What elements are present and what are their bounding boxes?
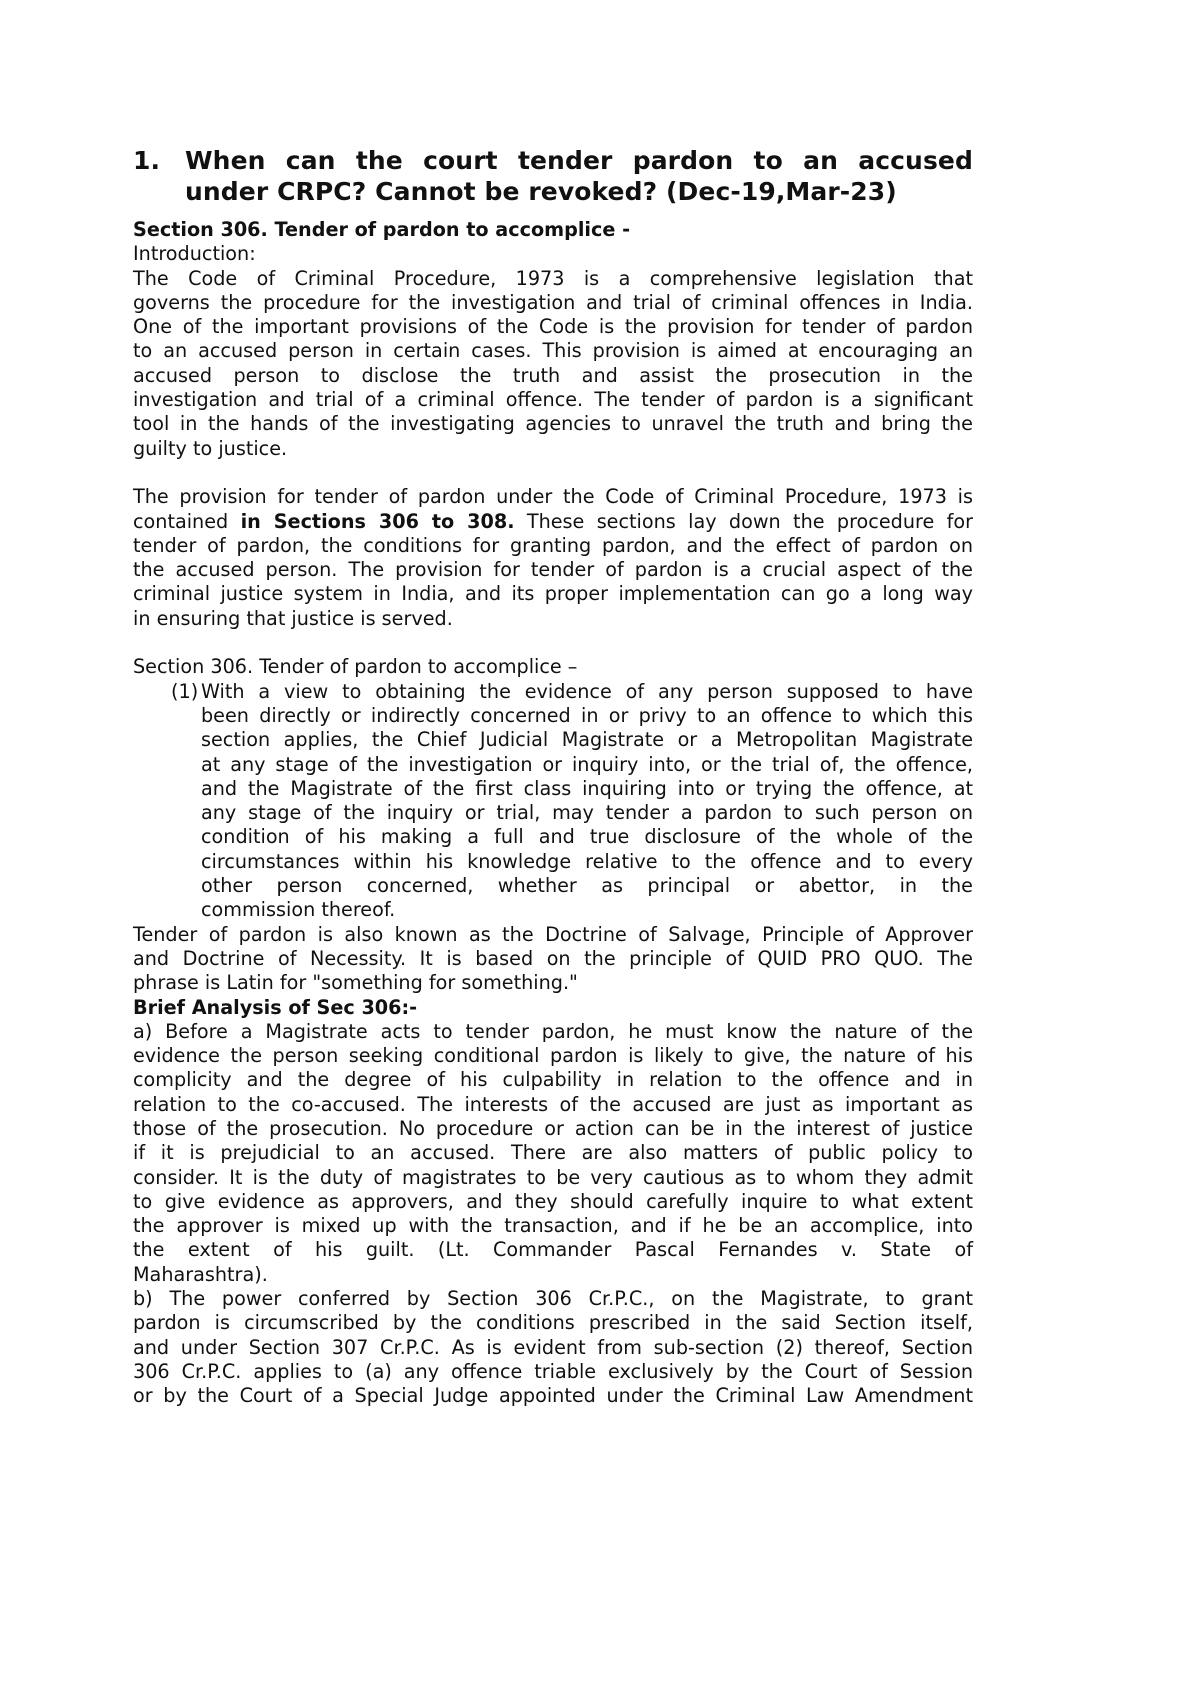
subsection-line: any stage of the inquiry or trial, may tender a pardon to such person on: [201, 801, 973, 825]
intro-line: The Code of Criminal Procedure, 1973 is a comprehensive legislation that: [133, 266, 973, 290]
section-heading: Section 306. Tender of pardon to accomplice -: [133, 218, 631, 241]
provision-line: criminal justice system in India, and its proper implementation can go a long way: [133, 582, 973, 606]
question-line-1: When can the court tender pardon to an accused: [185, 146, 973, 175]
subsection-line: commission thereof.: [201, 898, 396, 922]
paragraph-gap: [133, 461, 973, 485]
subsection-1: [133, 680, 973, 923]
analysis-line: a) Before a Magistrate acts to tender pardon, he must know the nature of the: [133, 1019, 973, 1043]
provision-paragraph: [133, 485, 973, 631]
analysis-line: b) The power conferred by Section 306 Cr.P.C., on the Magistrate, to grant: [133, 1287, 973, 1311]
analysis-line: relation to the co-accused. The interests of the accused are just as important as: [133, 1092, 973, 1116]
intro-line: tool in the hands of the investigating agencies to unravel the truth and bring the: [133, 412, 973, 436]
doctrine-line: phrase is Latin for "something for something.": [133, 971, 578, 995]
doctrine-line: and Doctrine of Necessity. It is based on the principle of QUID PRO QUO. The: [133, 946, 973, 970]
intro-line: One of the important provisions of the Code is the provision for tender of pardon: [133, 315, 973, 339]
analysis-point-a: [133, 1020, 973, 1287]
intro-paragraph: [133, 267, 973, 461]
analysis-heading: Brief Analysis of Sec 306:-: [133, 995, 418, 1019]
provision-text: contained: [133, 509, 241, 533]
subsection-line: With a view to obtaining the evidence of any person supposed to have: [201, 679, 973, 703]
provision-line: The provision for tender of pardon under the Code of Criminal Procedure, 1973 is: [133, 485, 973, 509]
intro-line: accused person to disclose the truth and assist the prosecution in the: [133, 363, 973, 387]
analysis-line: those of the prosecution. No procedure or action can be in the interest of justice: [133, 1116, 973, 1140]
document-body: [133, 218, 973, 1409]
question-line-2: under CRPC? Cannot be revoked? (Dec-19,Mar-23): [185, 177, 897, 206]
analysis-line: the approver is mixed up with the transaction, and if he be an accomplice, into: [133, 1214, 973, 1238]
analysis-line: the extent of his guilt. (Lt. Commander Pascal Fernandes v. State of: [133, 1238, 973, 1262]
analysis-line: and under Section 307 Cr.P.C. As is evident from sub-section (2) thereof, Section: [133, 1335, 973, 1359]
subsection-line: at any stage of the investigation or inquiry into, or the trial of, the offence,: [201, 752, 973, 776]
subsection-line: and the Magistrate of the first class inquiring into or trying the offence, at: [201, 776, 973, 800]
paragraph-gap: [133, 631, 973, 655]
doctrine-line: Tender of pardon is also known as the Doctrine of Salvage, Principle of Approver: [133, 922, 973, 946]
analysis-line: if it is prejudicial to an accused. There are also matters of public policy to: [133, 1141, 973, 1165]
intro-line: investigation and trial of a criminal offence. The tender of pardon is a significant: [133, 388, 973, 412]
analysis-line: Maharashtra).: [133, 1262, 268, 1286]
intro-line: guilty to justice.: [133, 436, 288, 460]
subsection-line: other person concerned, whether as principal or abettor, in the: [201, 874, 973, 898]
intro-line: governs the procedure for the investigation and trial of criminal offences in India.: [133, 290, 973, 314]
question-heading: [133, 145, 973, 207]
subsection-marker: (1): [171, 679, 199, 703]
doctrine-paragraph: [133, 923, 973, 996]
intro-label: Introduction:: [133, 242, 256, 266]
provision-line: the accused person. The provision for tender of pardon is a crucial aspect of the: [133, 558, 973, 582]
subsection-line: section applies, the Chief Judicial Magistrate or a Metropolitan Magistrate: [201, 728, 973, 752]
provision-line: in ensuring that justice is served.: [133, 606, 453, 630]
provision-line: [133, 510, 973, 534]
analysis-line: to give evidence as approvers, and they should carefully inquire to what extent: [133, 1189, 973, 1213]
subsection-line: been directly or indirectly concerned in or privy to an offence to which this: [201, 703, 973, 727]
provision-text: These sections lay down the procedure for: [514, 509, 973, 533]
sections-range-emphasis: in Sections 306 to 308.: [240, 509, 515, 533]
analysis-line: evidence the person seeking conditional pardon is likely to give, the nature of his: [133, 1044, 973, 1068]
subsection-line: condition of his making a full and true disclosure of the whole of the: [201, 825, 973, 849]
section-text-title: Section 306. Tender of pardon to accomplice –: [133, 655, 578, 679]
analysis-line: pardon is circumscribed by the conditions prescribed in the said Section itself,: [133, 1311, 973, 1335]
analysis-line: consider. It is the duty of magistrates to be very cautious as to whom they admit: [133, 1165, 973, 1189]
question-text: [185, 145, 973, 207]
analysis-point-b: [133, 1287, 973, 1408]
intro-line: to an accused person in certain cases. This provision is aimed at encouraging an: [133, 339, 973, 363]
subsection-line: circumstances within his knowledge relative to the offence and to every: [201, 849, 973, 873]
provision-line: tender of pardon, the conditions for granting pardon, and the effect of pardon on: [133, 533, 973, 557]
analysis-line: complicity and the degree of his culpability in relation to the offence and in: [133, 1068, 973, 1092]
analysis-line: or by the Court of a Special Judge appointed under the Criminal Law Amendment: [133, 1384, 973, 1408]
question-number: 1.: [133, 146, 161, 175]
analysis-line: 306 Cr.P.C. applies to (a) any offence triable exclusively by the Court of Session: [133, 1359, 973, 1383]
